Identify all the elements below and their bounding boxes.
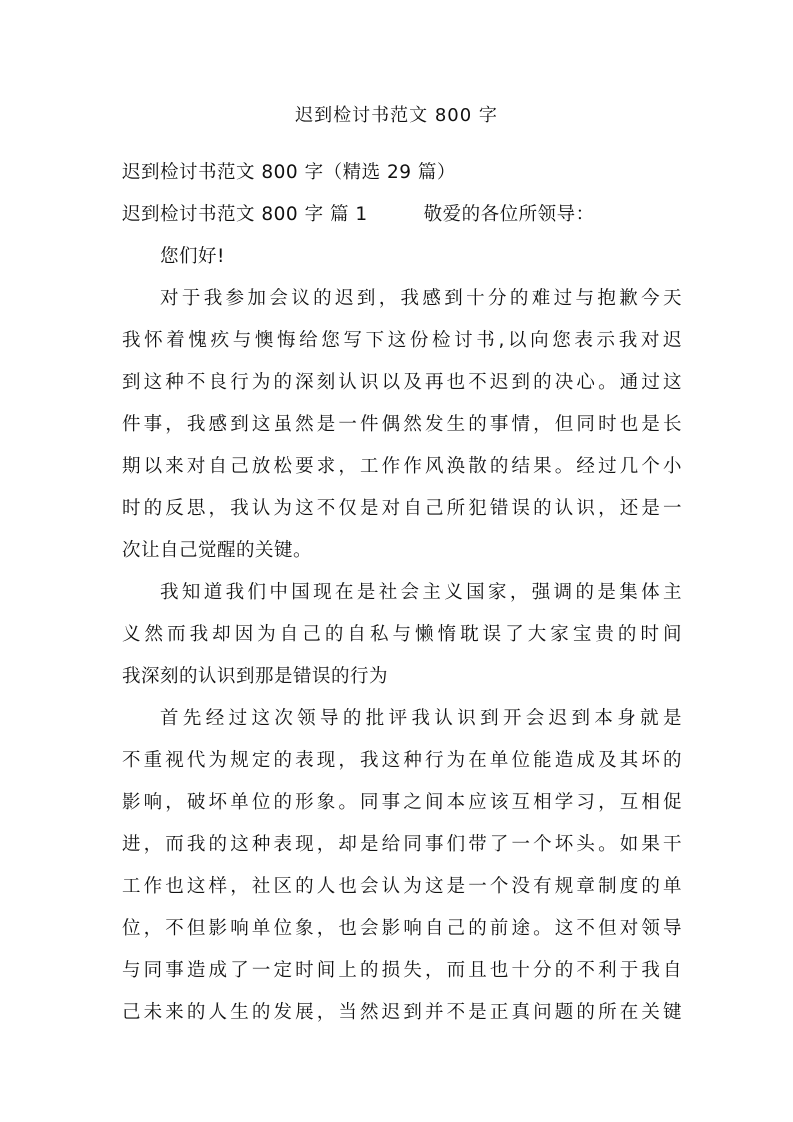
paragraph-3-line-5: 工作也这样，社区的人也会认为这是一个没有规章制度的单	[122, 876, 682, 897]
paragraph-2-line-3: 我深刻的认识到那是错误的行为	[122, 666, 389, 687]
subtitle-line: 迟到检讨书范文 800 字（精选 29 篇）	[122, 162, 456, 183]
greeting-line: 您们好!	[160, 246, 225, 267]
paragraph-2-line-1: 我知道我们中国现在是社会主义国家，强调的是集体主	[160, 582, 682, 603]
paragraph-3-line-8: 己未来的人生的发展，当然迟到并不是正真问题的所在关键	[122, 1002, 682, 1023]
paragraph-3-line-4: 进，而我的这种表现，却是给同事们带了一个坏头。如果干	[122, 834, 682, 855]
paragraph-2-line-2: 义然而我却因为自己的自私与懒惰耽误了大家宝贵的时间	[122, 624, 682, 645]
paragraph-1-line-3: 到这种不良行为的深刻认识以及再也不迟到的决心。通过这	[122, 372, 682, 393]
paragraph-3-line-3: 影响，破坏单位的形象。同事之间本应该互相学习，互相促	[122, 792, 682, 813]
paragraph-1-line-1: 对于我参加会议的迟到，我感到十分的难过与抱歉今天	[160, 288, 682, 309]
paragraph-3-line-2: 不重视代为规定的表现，我这种行为在单位能造成及其坏的	[122, 750, 682, 771]
paragraph-1-line-4: 件事，我感到这虽然是一件偶然发生的事情，但同时也是长	[122, 414, 682, 435]
paragraph-3-line-1: 首先经过这次领导的批评我认识到开会迟到本身就是	[160, 708, 682, 729]
paragraph-1-line-5: 期以来对自己放松要求，工作作风涣散的结果。经过几个小	[122, 456, 682, 477]
document-title: 迟到检讨书范文 800 字	[295, 105, 498, 126]
salutation: 敬爱的各位所领导：	[423, 204, 595, 225]
paragraph-1-line-2: 我怀着愧疚与懊悔给您写下这份检讨书,以向您表示我对迟	[122, 330, 682, 351]
paragraph-3-line-6: 位，不但影响单位象，也会影响自己的前途。这不但对领导	[122, 918, 682, 939]
section-heading: 迟到检讨书范文 800 字 篇 1	[122, 204, 368, 225]
paragraph-1-line-7: 次让自己觉醒的关键。	[122, 540, 313, 561]
heading-line	[122, 202, 682, 228]
paragraph-1-line-6: 时的反思，我认为这不仅是对自己所犯错误的认识，还是一	[122, 498, 682, 519]
paragraph-3-line-7: 与同事造成了一定时间上的损失，而且也十分的不利于我自	[122, 960, 682, 981]
